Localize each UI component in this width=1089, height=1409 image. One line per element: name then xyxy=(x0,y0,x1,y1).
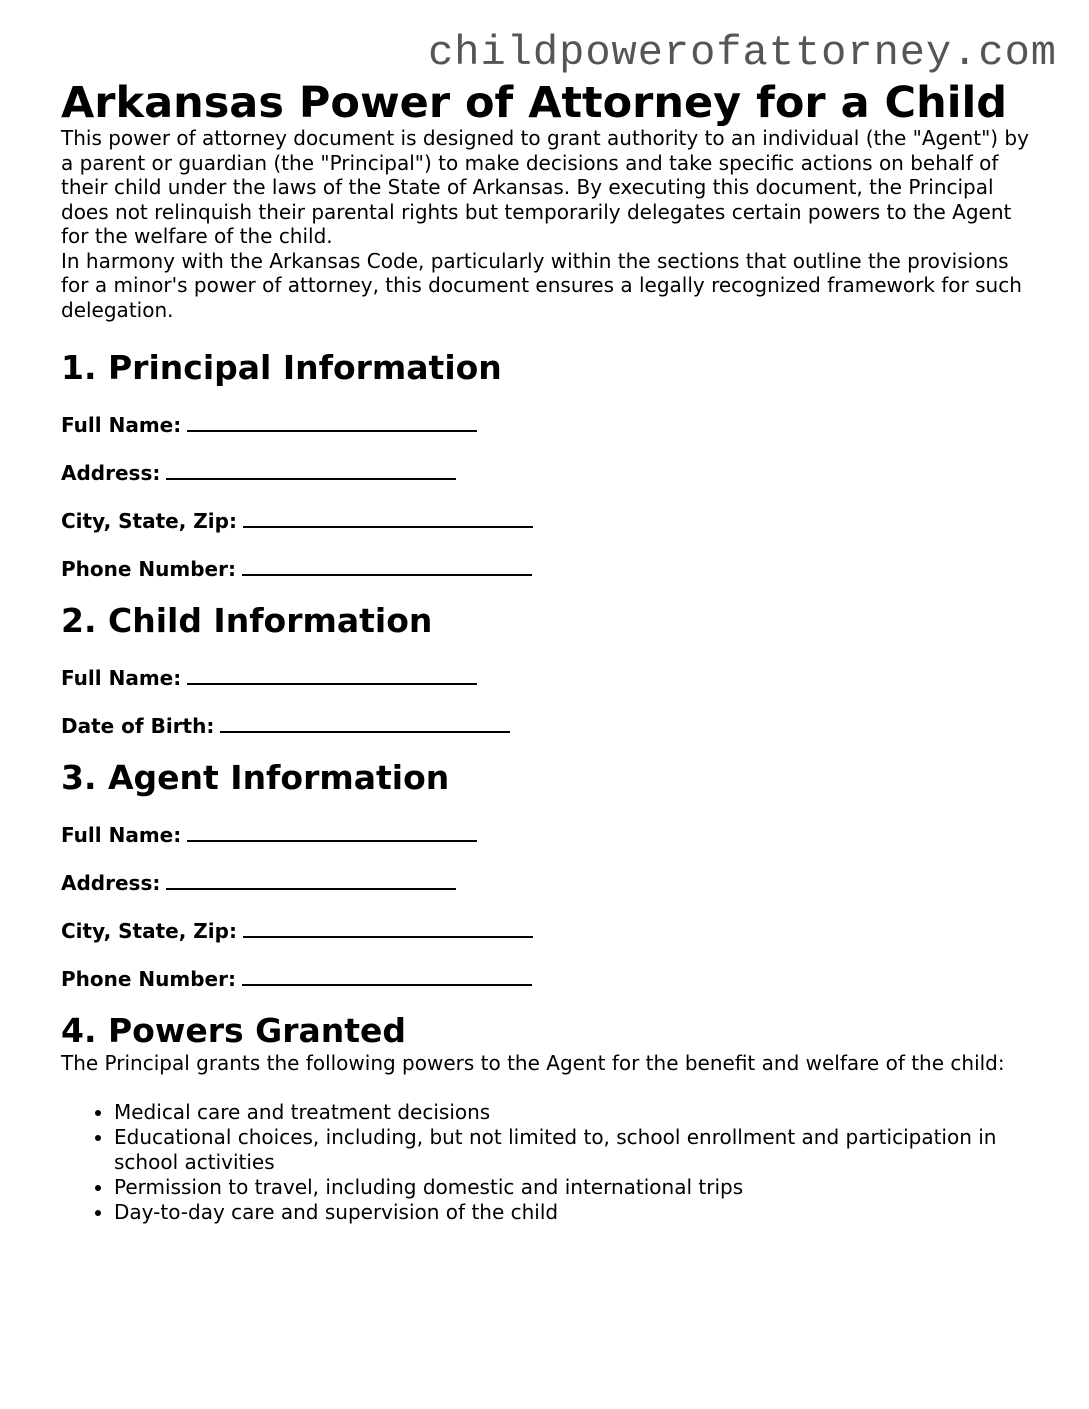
principal-full-name-line[interactable] xyxy=(187,412,477,432)
agent-city-state-zip-line[interactable] xyxy=(243,918,533,938)
child-section-heading: 2. Child Information xyxy=(61,601,433,640)
agent-phone-line[interactable] xyxy=(242,966,532,986)
powers-list xyxy=(61,1100,1029,1225)
principal-city-state-zip-label: City, State, Zip: xyxy=(61,509,237,533)
powers-intro-text: The Principal grants the following powers to the Agent for the benefit and welfare of the child: xyxy=(61,1051,1005,1075)
agent-phone-field[interactable] xyxy=(61,966,1029,991)
power-item-medical: • Medical care and treatment decisions xyxy=(114,1100,1029,1125)
principal-address-label: Address: xyxy=(61,461,161,485)
principal-full-name-label: Full Name: xyxy=(61,413,182,437)
agent-address-field[interactable] xyxy=(61,870,1029,895)
principal-phone-field[interactable] xyxy=(61,556,1029,581)
intro-paragraph-1: This power of attorney document is designed to grant authority to an individual (the "Agent") by a parent or guardian (the "Principal") to make decisions and take specific actions on behalf of their child under the laws of the State of Arkansas. By executing this document, the Principal does not relinquish their parental rights but temporarily delegates certain powers to the Agent for the welfare of the child. xyxy=(61,126,1029,248)
child-dob-field[interactable] xyxy=(61,713,1029,738)
power-item-education: • Educational choices, including, but not limited to, school enrollment and participation in school activities xyxy=(114,1125,1029,1175)
principal-address-field[interactable] xyxy=(61,460,1029,485)
power-item-day-to-day-care: • Day-to-day care and supervision of the child xyxy=(114,1200,1029,1225)
agent-full-name-label: Full Name: xyxy=(61,823,182,847)
agent-address-line[interactable] xyxy=(166,870,456,890)
agent-section-heading: 3. Agent Information xyxy=(61,758,450,797)
principal-address-line[interactable] xyxy=(166,460,456,480)
child-full-name-field[interactable] xyxy=(61,665,1029,690)
principal-full-name-field[interactable] xyxy=(61,412,1029,437)
child-full-name-label: Full Name: xyxy=(61,666,182,690)
agent-city-state-zip-field[interactable] xyxy=(61,918,1029,943)
agent-city-state-zip-label: City, State, Zip: xyxy=(61,919,237,943)
agent-phone-label: Phone Number: xyxy=(61,967,236,991)
site-watermark: childpowerofattorney.com xyxy=(428,29,1057,77)
document-title: Arkansas Power of Attorney for a Child xyxy=(61,78,1007,128)
principal-city-state-zip-field[interactable] xyxy=(61,508,1029,533)
intro-paragraph-2: In harmony with the Arkansas Code, particularly within the sections that outline the provisions for a minor's power of attorney, this document ensures a legally recognized framework for such delegation. xyxy=(61,248,1022,322)
agent-full-name-field[interactable] xyxy=(61,822,1029,847)
child-dob-line[interactable] xyxy=(220,713,510,733)
powers-section-heading: 4. Powers Granted xyxy=(61,1011,407,1050)
document-page xyxy=(61,80,1029,1225)
power-item-travel: • Permission to travel, including domestic and international trips xyxy=(114,1175,1029,1200)
agent-address-label: Address: xyxy=(61,871,161,895)
agent-full-name-line[interactable] xyxy=(187,822,477,842)
principal-city-state-zip-line[interactable] xyxy=(243,508,533,528)
principal-phone-line[interactable] xyxy=(242,556,532,576)
principal-section-heading: 1. Principal Information xyxy=(61,348,502,387)
child-full-name-line[interactable] xyxy=(187,665,477,685)
child-dob-label: Date of Birth: xyxy=(61,714,215,738)
principal-phone-label: Phone Number: xyxy=(61,557,236,581)
